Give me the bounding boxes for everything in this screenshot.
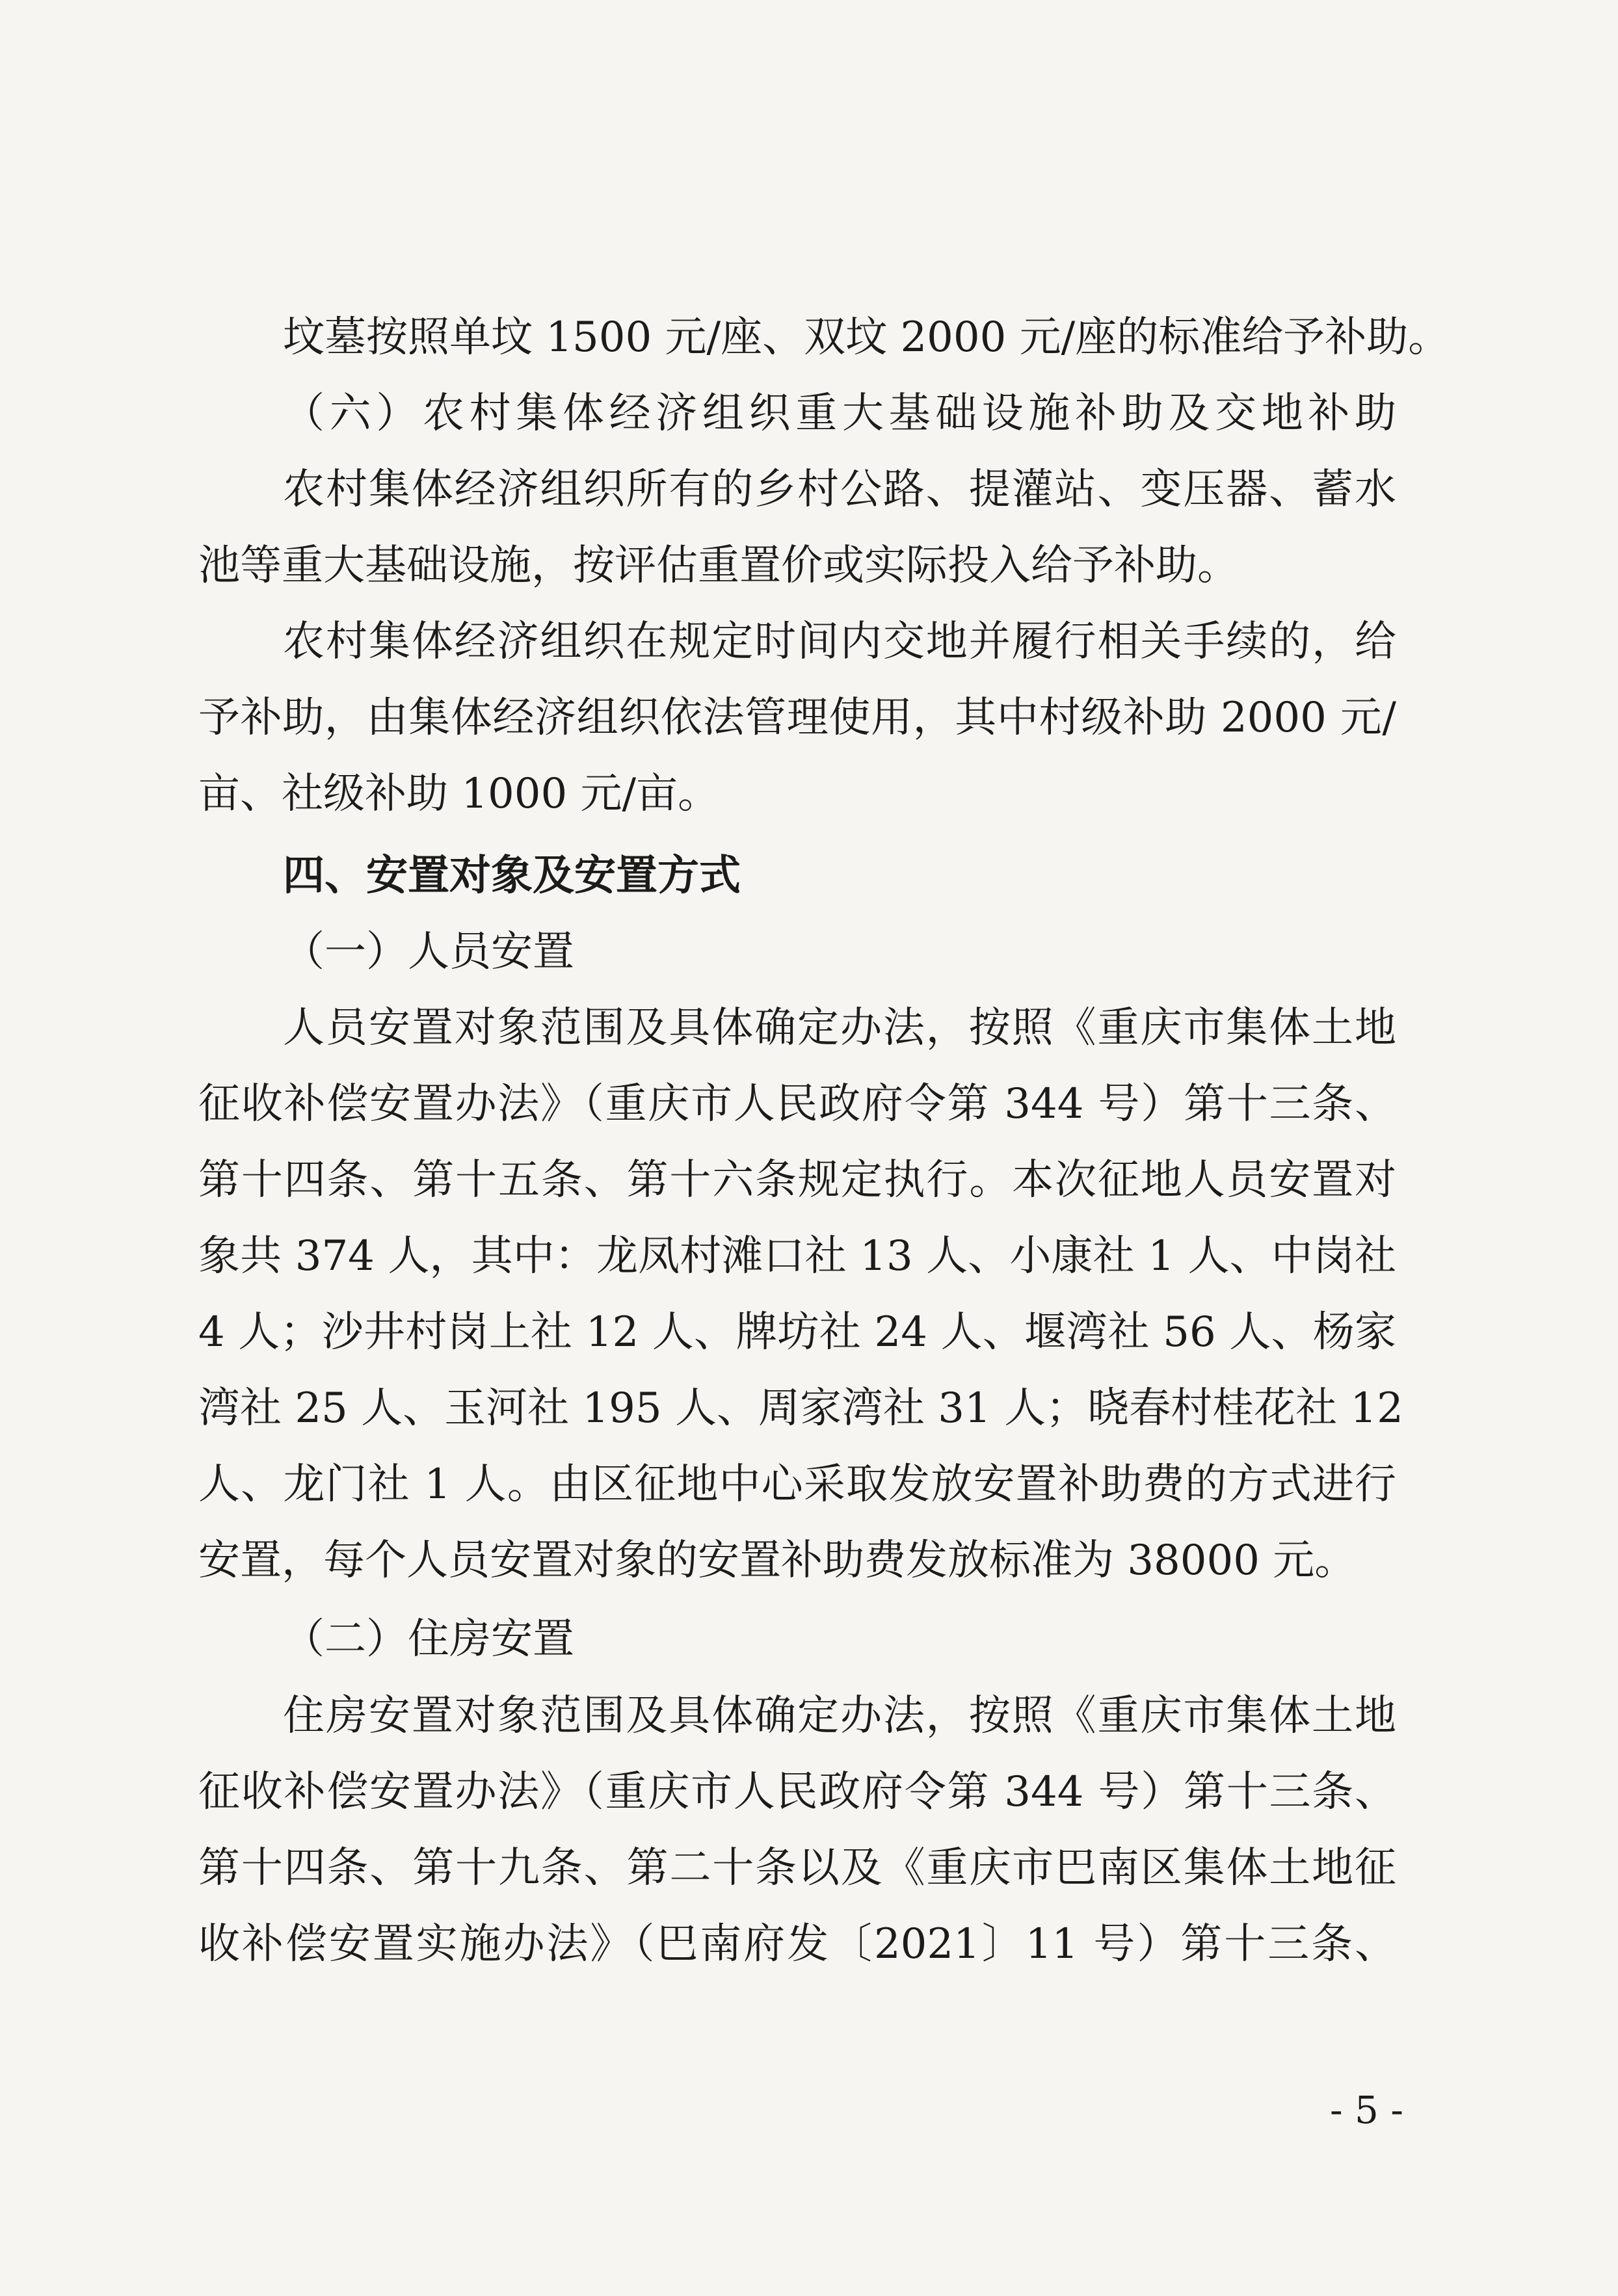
- text-line-14: 4 人；沙井村岗上社 12 人、牌坊社 24 人、堰湾社 56 人、杨家: [198, 1308, 1396, 1356]
- text-line-15: 湾社 25 人、玉河社 195 人、周家湾社 31 人；晓春村桂花社 12: [198, 1384, 1403, 1432]
- text-line-20: 征收补偿安置办法》（重庆市人民政府令第 344 号）第十三条、: [198, 1768, 1396, 1816]
- text-line-13: 象共 374 人，其中：龙凤村滩口社 13 人、小康社 1 人、中岗社: [198, 1232, 1396, 1280]
- text-line-5: 农村集体经济组织在规定时间内交地并履行相关手续的，给: [283, 618, 1396, 666]
- chapter-heading-4: 四、安置对象及安置方式: [283, 851, 741, 900]
- text-line-12: 第十四条、第十五条、第十六条规定执行。本次征地人员安置对: [198, 1156, 1396, 1204]
- text-line-16: 人、龙门社 1 人。由区征地中心采取发放安置补助费的方式进行: [198, 1460, 1396, 1509]
- section-heading-6: （六）农村集体经济组织重大基础设施补助及交地补助: [283, 389, 1396, 438]
- text-line-19: 住房安置对象范围及具体确定办法，按照《重庆市集体土地: [283, 1692, 1396, 1740]
- text-line-7: 亩、社级补助 1000 元/亩。: [198, 770, 720, 818]
- text-line-4: 池等重大基础设施，按评估重置价或实际投入给予补助。: [198, 542, 1239, 590]
- text-line-11: 征收补偿安置办法》（重庆市人民政府令第 344 号）第十三条、: [198, 1080, 1396, 1128]
- subsection-heading-housing: （二）住房安置: [283, 1615, 574, 1663]
- subsection-heading-personnel: （一）人员安置: [283, 928, 574, 976]
- text-line-22: 收补偿安置实施办法》（巴南府发〔2021〕11 号）第十三条、: [198, 1920, 1396, 1968]
- text-line-3: 农村集体经济组织所有的乡村公路、提灌站、变压器、蓄水: [283, 466, 1396, 514]
- text-line-6: 予补助，由集体经济组织依法管理使用，其中村级补助 2000 元/: [198, 694, 1396, 742]
- text-line-10: 人员安置对象范围及具体确定办法，按照《重庆市集体土地: [283, 1004, 1396, 1052]
- page-number: - 5 -: [1330, 2088, 1403, 2132]
- text-line-17: 安置，每个人员安置对象的安置补助费发放标准为 38000 元。: [198, 1537, 1357, 1585]
- text-line-21: 第十四条、第十九条、第二十条以及《重庆市巴南区集体土地征: [198, 1844, 1396, 1892]
- text-line-1: 坟墓按照单坟 1500 元/座、双坟 2000 元/座的标准给予补助。: [283, 313, 1450, 362]
